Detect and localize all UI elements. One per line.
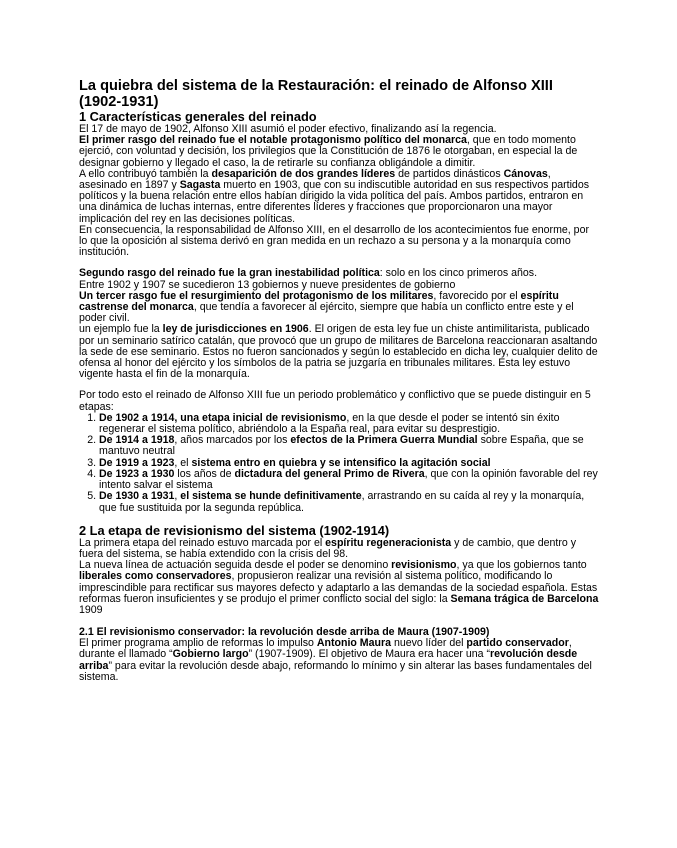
paragraph: Segundo rasgo del reinado fue la gran inestabilidad política: solo en los cinco primeros años. bbox=[79, 267, 538, 280]
paragraph: Entre 1902 y 1907 se sucedieron 13 gobiernos y nueve presidentes de gobierno bbox=[79, 278, 456, 291]
list-item: 3. De 1919 a 1923, el sistema entro en quiebra y se intensifico la agitación social bbox=[99, 458, 599, 469]
document-title: La quiebra del sistema de la Restauración: el reinado de Alfonso XIII (1902-1931) bbox=[79, 78, 553, 110]
list-item: 1. De 1902 a 1914, una etapa inicial de revisionismo, en la que desde el poder se intentó sin éxito regenerar el sistema político, abriéndolo a la España real, para evitar su desprestigio. bbox=[99, 413, 599, 435]
section-2-1-heading: 2.1 El revisionismo conservador: la revolución desde arriba de Maura (1907-1909) bbox=[79, 626, 490, 639]
paragraph: El primer programa amplio de reformas lo impulso Antonio Maura nuevo líder del partido conservador, durante el llamado “Gobierno largo” (1907-1909). El objetivo de Maura era hacer una “revolución desde arriba” para evitar la revolución desde abajo, reformando lo mínimo y sin alterar las bases fundamentales del sistema. bbox=[79, 637, 592, 683]
section-2-heading: 2 La etapa de revisionismo del sistema (1902-1914) bbox=[79, 522, 390, 538]
paragraph: La primera etapa del reinado estuvo marcada por el espíritu regeneracionista y de cambio, que dentro y fuera del sistema, se había extendido con la crisis del 98. bbox=[79, 536, 577, 560]
stages-list bbox=[79, 413, 599, 514]
paragraph: un ejemplo fue la ley de jurisdicciones en 1906. El origen de esta ley fue un chiste antimilitarista, publicado por un seminario satírico catalán, que provocó que un grupo de militares de Barcelona reaccionaran asaltando la sede de ese seminario. Estos no fueron sancionados y según lo establecido en dicha ley, cualquier delito de ofensa al honor del ejército y los símbolos de la patria se juzgaría en tribunales militares. Esta ley estuvo vigente hasta el fin de la monarquía. bbox=[79, 323, 598, 381]
list-item: 5. De 1930 a 1931, el sistema se hunde definitivamente, arrastrando en su caída al rey y la monarquía, que fue sustituida por la segunda república. bbox=[99, 491, 599, 513]
document-page bbox=[79, 78, 599, 683]
paragraph: El primer rasgo del reinado fue el notable protagonismo político del monarca, que en todo momento ejerció, con voluntad y decisión, los privilegios que la Constitución de 1876 le otorgaban, en especial la de designar gobierno y llegado el caso, la de retirarle su confianza obligándole a dimitir. bbox=[79, 134, 578, 169]
section-1-heading: 1 Características generales del reinado bbox=[79, 109, 317, 124]
list-item: 2. De 1914 a 1918, años marcados por los efectos de la Primera Guerra Mundial sobre España, que se mantuvo neutral bbox=[99, 435, 599, 457]
paragraph: En consecuencia, la responsabilidad de Alfonso XIII, en el desarrollo de los acontecimientos fue enorme, por lo que la oposición al sistema derivó en gran medida en un rechazo a su persona y a la monarquía como institución. bbox=[79, 223, 589, 259]
paragraph: Por todo esto el reinado de Alfonso XIII fue un periodo problemático y conflictivo que se puede distinguir en 5 etapas: bbox=[79, 389, 591, 413]
paragraph: El 17 de mayo de 1902, Alfonso XIII asumió el poder efectivo, finalizando así la regencia. bbox=[79, 123, 497, 135]
list-item: 4. De 1923 a 1930 los años de dictadura del general Primo de Rivera, que con la opinión favorable del rey intento salvar el sistema bbox=[99, 469, 599, 491]
paragraph: La nueva línea de actuación seguida desde el poder se denomino revisionismo, ya que los gobiernos tanto liberales como conservadores, propusieron realizar una revisión al sistema político, modificando lo imprescindible para rectificar sus mayores defecto y adaptarlo a las demandas de la sociedad española. Estas reformas fueron insuficientes y se produjo el primer conflicto social del siglo: la Semana trágica de Barcelona 1909 bbox=[79, 559, 599, 616]
paragraph: A ello contribuyó también la desaparición de dos grandes líderes de partidos dinásticos Cánovas, asesinado en 1897 y Sagasta muerto en 1903, que con su indiscutible autoridad en sus respectivos partidos políticos y la buena relación entre ellos habían dirigido la vida política del país. Ambos partidos, entraron en una dinámica de luchas internas, entre diferentes líderes y fracciones que proporcionaron una mayor implicación del rey en las decisiones políticas. bbox=[79, 167, 590, 225]
paragraph: Un tercer rasgo fue el resurgimiento del protagonismo de los militares, favorecido por el espíritu castrense del monarca, que tendía a favorecer al ejército, siempre que había un conflicto entre este y el poder civil. bbox=[79, 289, 574, 325]
